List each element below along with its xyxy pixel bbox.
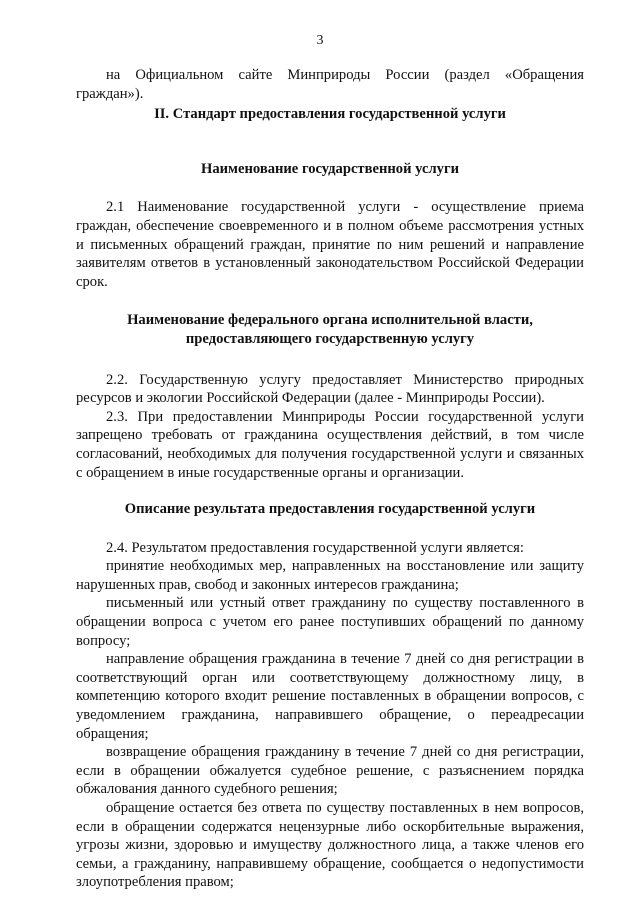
document-body <box>76 66 584 892</box>
heading-service-name: Наименование государственной услуги <box>201 160 459 177</box>
result-item-answer: письменный или устный ответ гражданину по существу поставленного в обращении вопроса с учетом его ранее поступивших обращений по данному вопросу; <box>76 595 584 649</box>
paragraph-2-1: 2.1 Наименование государственной услуги - осуществление приема граждан, обеспечение своевременного и в полном объеме рассмотрения устных и письменных обращений граждан, принятие по ним решений и направление заявителям ответов в установленный законодательством Российской Федерации срок. <box>76 199 584 290</box>
result-item-no-answer: обращение остается без ответа по существу поставленных в нем вопросов, если в обращении содержатся нецензурные либо оскорбительные выражения, угрозы жизни, здоровью и имуществу должностного лица, а также членов его семьи, а гражданину, направившему обращение, сообщается о недопустимости злоупотребления правом; <box>76 800 584 891</box>
heading-federal-body <box>76 311 584 348</box>
heading-federal-body-line-1: Наименование федерального органа исполнительной власти, <box>127 312 533 329</box>
section-title: II. Стандарт предоставления государственной услуги <box>154 106 506 123</box>
result-item-return: возвращение обращения гражданину в течение 7 дней со дня регистрации, если в обращении обжалуется судебное решение, с разъяснением порядка обжалования данного судебного решения; <box>76 744 584 798</box>
heading-result: Описание результата предоставления государственной услуги <box>124 501 536 518</box>
paragraph-2-3: 2.3. При предоставлении Минприроды России государственной услуги запрещено требовать от гражданина осуществления действий, в том числе согласований, необходимых для получения государственной услуги и связанных с обращением в иные государственные органы и организации. <box>76 408 584 481</box>
page-number: 3 <box>316 33 324 48</box>
result-item-redirect: направление обращения гражданина в течение 7 дней со дня регистрации в соответствующий орган или соответствующему должностному лицу, в компетенцию которого входит решение поставленных в обращении вопросов, с уведомлением гражданина, направившего обращение, о переадресации обращения; <box>76 651 584 742</box>
paragraph-2-2: 2.2. Государственную услугу предоставляет Министерство природных ресурсов и экологии Российской Федерации (далее - Минприроды России). <box>76 371 584 407</box>
paragraph-2-4: 2.4. Результатом предоставления государственной услуги является: <box>106 539 524 556</box>
result-item-measures: принятие необходимых мер, направленных на восстановление или защиту нарушенных прав, свобод и законных интересов гражданина; <box>76 558 584 593</box>
intro-paragraph: на Официальном сайте Минприроды России (раздел «Обращения граждан»). <box>76 67 584 102</box>
heading-federal-body-line-2: предоставляющего государственную услугу <box>185 330 475 347</box>
